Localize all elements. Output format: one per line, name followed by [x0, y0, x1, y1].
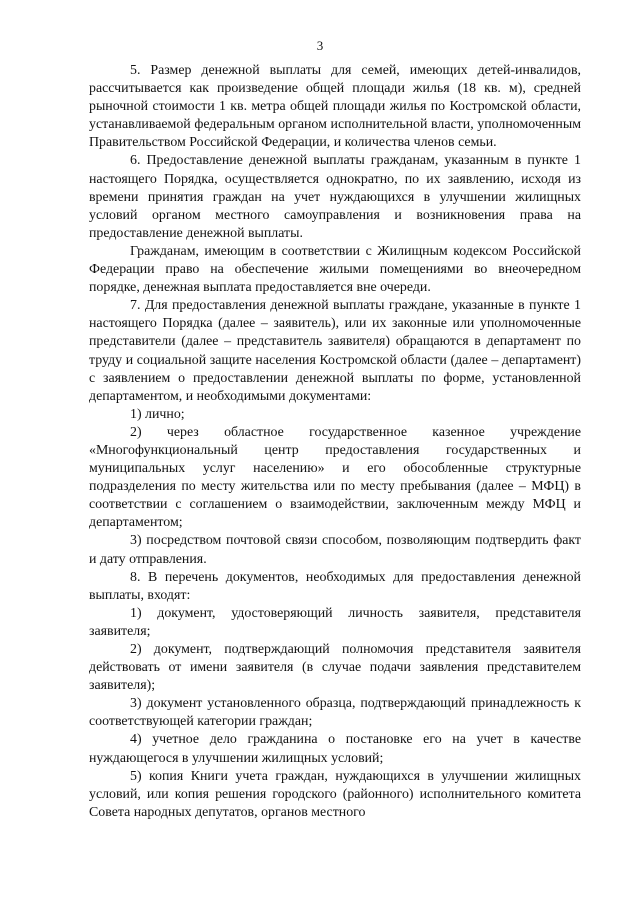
list-item-authority-document: 2) документ, подтверждающий полномочия представителя заявителя действовать от имени заявителя (в случае подачи заявления представителем заявителя);: [89, 642, 581, 694]
list-item-mfc: 2) через областное государственное казенное учреждение «Многофункциональный центр предоставления государственных и муниципальных услуг населению» и его обособленные структурные подразделения по месту жительства или по месту пребывания (далее – МФЦ) в соответствии с соглашением о взаимодействии, заключенным между МФЦ и департаментом;: [89, 424, 581, 531]
list-item-registration-file: 4) учетное дело гражданина о постановке его на учет в качестве нуждающегося в улучшении жилищных условий;: [89, 732, 581, 766]
list-item-postal: 3) посредством почтовой связи способом, позволяющим подтвердить факт и дату отправления.: [89, 533, 581, 567]
list-item-in-person: 1) лично;: [130, 406, 185, 422]
paragraph-6-one-time-provision: 6. Предоставление денежной выплаты гражданам, указанным в пункте 1 настоящего Порядка, осуществляется однократно, по их заявлению, исходя из времени принятия граждан на учет нуждающихся в улучшении жилищных условий органом местного самоуправления и возникновения права на предоставление денежной выплаты.: [89, 153, 581, 241]
list-item-identity-document: 1) документ, удостоверяющий личность заявителя, представителя заявителя;: [89, 605, 581, 639]
list-item-category-document: 3) документ установленного образца, подтверждающий принадлежность к соответствующей категории граждан;: [89, 696, 581, 730]
list-item-registry-copy: 5) копия Книги учета граждан, нуждающихся в улучшении жилищных условий, или копия решения городского (районного) исполнительного комитета Совета народных депутатов, органов местного: [89, 768, 581, 820]
page-number: 3: [316, 38, 324, 53]
paragraph-priority-citizens: Гражданам, имеющим в соответствии с Жилищным кодексом Российской Федерации право на обеспечение жилыми помещениями во внеочередном порядке, денежная выплата предоставляется вне очереди.: [89, 243, 581, 296]
paragraph-7-application: 7. Для предоставления денежной выплаты граждане, указанные в пункте 1 настоящего Порядка (далее – заявитель), или их законные или уполномоченные представители (далее – представитель заявителя) обращаются в департамент по труду и социальной защите населения Костромской области (далее – департамент) с заявлением о предоставлении денежной выплаты по форме, установленной департаментом, и необходимыми документами:: [89, 298, 581, 404]
paragraph-5-payment-size: 5. Размер денежной выплаты для семей, имеющих детей-инвалидов, рассчитывается как произведение общей площади жилья (18 кв. м), средней рыночной стоимости 1 кв. метра общей площади жилья по Костромской области, устанавливаемой федеральным органом исполнительной власти, уполномоченным Правительством Российской Федерации, и количества членов семьи.: [89, 63, 581, 151]
document-body: [89, 62, 581, 822]
paragraph-8-documents: 8. В перечень документов, необходимых для предоставления денежной выплаты, входят:: [89, 569, 581, 603]
